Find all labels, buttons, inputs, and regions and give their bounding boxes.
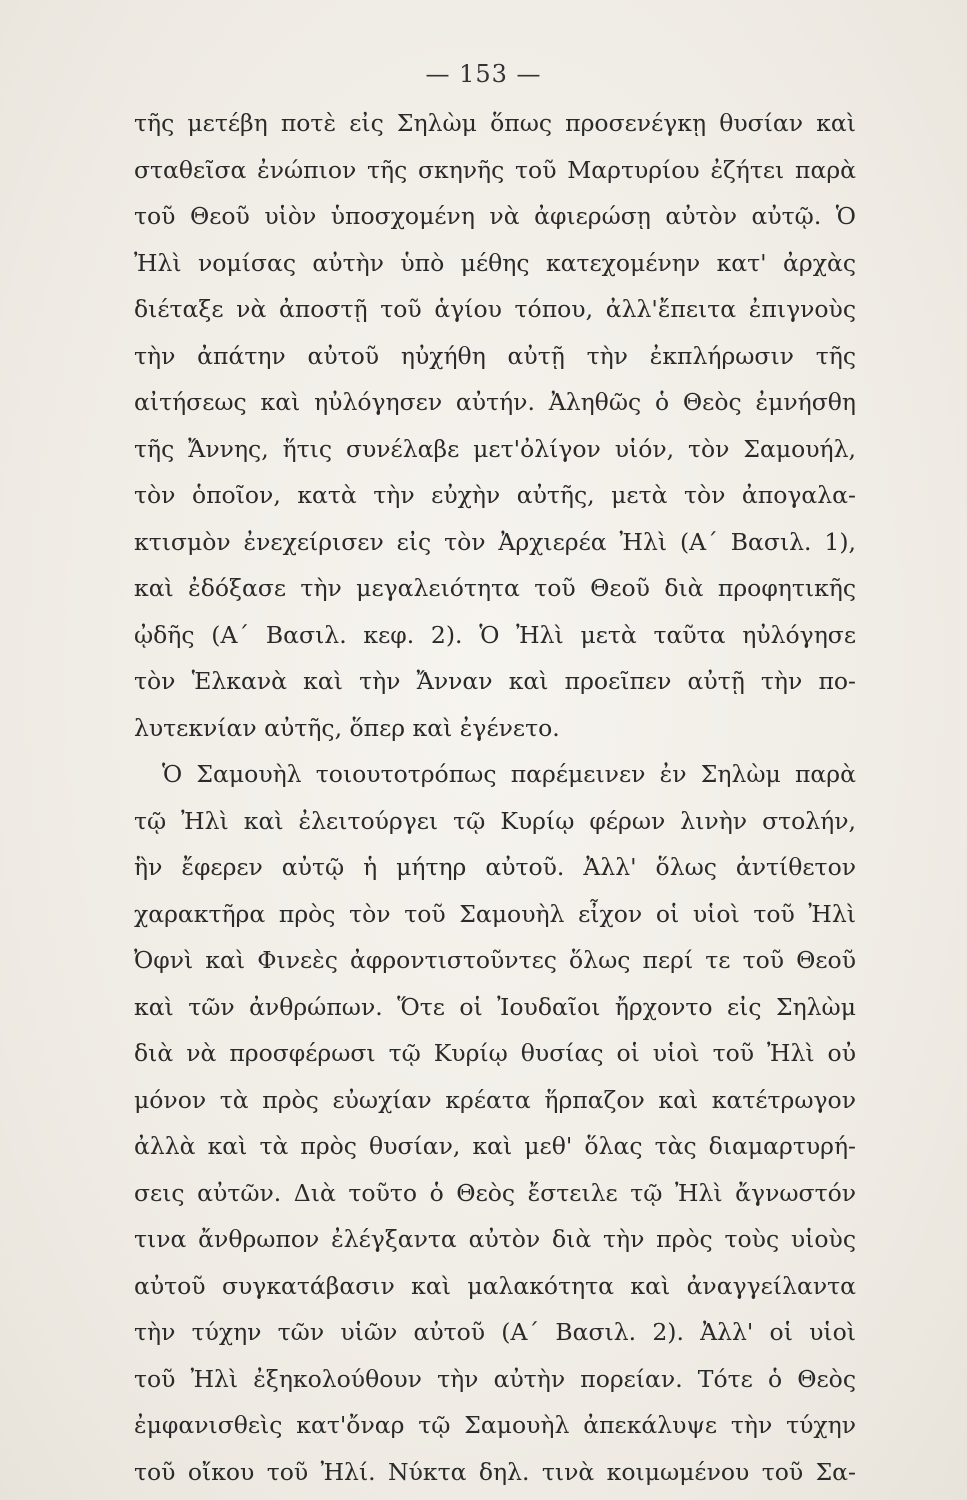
text-line: λυτεκνίαν αὐτῆς, ὅπερ καὶ ἐγένετο. (134, 713, 560, 742)
text-line: τὴν ἀπάτην αὐτοῦ ηὐχήθη αὐτῇ τὴν ἐκπλήρωσιν τῆς (134, 341, 856, 370)
text-line: τὸν Ἑλκανὰ καὶ τὴν Ἄνναν καὶ προεῖπεν αὐτῇ τὴν πο- (134, 667, 856, 695)
text-line: διὰ νὰ προσφέρωσι τῷ Κυρίῳ θυσίας οἱ υἱοὶ τοῦ Ἠλὶ οὐ (134, 1039, 856, 1067)
text-line: κτισμὸν ἐνεχείρισεν εἰς τὸν Ἀρχιερέα Ἠλὶ (Α΄ Βασιλ. 1), (134, 527, 856, 556)
text-line: καὶ ἐδόξασε τὴν μεγαλειότητα τοῦ Θεοῦ διὰ προφητικῆς (134, 574, 856, 602)
text-line: μόνον τὰ πρὸς εὐωχίαν κρέατα ἥρπαζον καὶ κατέτρωγον (134, 1085, 856, 1114)
text-line: καὶ τῶν ἀνθρώπων. Ὅτε οἱ Ἰουδαῖοι ἤρχοντο εἰς Σηλὼμ (134, 992, 856, 1021)
text-line: Ὀφνὶ καὶ Φινεὲς ἀφροντιστοῦντες ὅλως περί τε τοῦ Θεοῦ (134, 946, 856, 974)
text-line: ἣν ἔφερεν αὐτῷ ἡ μήτηρ αὐτοῦ. Ἀλλ' ὅλως ἀντίθετον (134, 853, 856, 881)
text-line: τινα ἄνθρωπον ἐλέγξαντα αὐτὸν διὰ τὴν πρὸς τοὺς υἱοὺς (134, 1225, 856, 1253)
text-line: αὐτοῦ συγκατάβασιν καὶ μαλακότητα καὶ ἀναγγείλαντα (134, 1271, 856, 1300)
text-line: διέταξε νὰ ἀποστῇ τοῦ ἁγίου τόπου, ἀλλ'ἔπειτα ἐπιγνοὺς (134, 295, 856, 323)
text-line: τῆς Ἄννης, ἥτις συνέλαβε μετ'ὀλίγον υἱόν, τὸν Σαμουήλ, (134, 434, 856, 463)
paragraph-start-line: Ὁ Σαμουὴλ τοιουτοτρόπως παρέμεινεν ἐν Σηλὼμ παρὰ (162, 760, 856, 788)
text-line: τοῦ Θεοῦ υἱὸν ὑποσχομένη νὰ ἀφιερώσῃ αὐτὸν αὐτῷ. Ὁ (134, 202, 856, 230)
text-line: ᾠδῆς (Α΄ Βασιλ. κεφ. 2). Ὁ Ἠλὶ μετὰ ταῦτα ηὐλόγησε (134, 620, 856, 649)
page-number: — 153 — (425, 60, 542, 88)
text-line: Ἠλὶ νομίσας αὐτὴν ὑπὸ μέθης κατεχομένην κατ' ἀρχὰς (134, 248, 856, 277)
text-line: σταθεῖσα ἐνώπιον τῆς σκηνῆς τοῦ Μαρτυρίου ἐζήτει παρὰ (134, 155, 856, 184)
text-line: χαρακτῆρα πρὸς τὸν τοῦ Σαμουὴλ εἶχον οἱ υἱοὶ τοῦ Ἠλὶ (134, 899, 856, 928)
text-line: τὴν τύχην τῶν υἱῶν αὐτοῦ (Α΄ Βασιλ. 2). Ἀλλ' οἱ υἱοὶ (134, 1318, 856, 1346)
text-line: αἰτήσεως καὶ ηὐλόγησεν αὐτήν. Ἀληθῶς ὁ Θεὸς ἐμνήσθη (134, 388, 856, 416)
text-line: σεις αὐτῶν. Διὰ τοῦτο ὁ Θεὸς ἔστειλε τῷ Ἠλὶ ἄγνωστόν (134, 1178, 856, 1207)
body-text (134, 100, 856, 1495)
text-line: ἐμφανισθεὶς κατ'ὄναρ τῷ Σαμουὴλ ἀπεκάλυψε τὴν τύχην (134, 1411, 856, 1439)
text-line: τὸν ὁποῖον, κατὰ τὴν εὐχὴν αὐτῆς, μετὰ τὸν ἀπογαλα- (134, 481, 856, 509)
text-line: τῷ Ἠλὶ καὶ ἐλειτούργει τῷ Κυρίῳ φέρων λινὴν στολήν, (134, 806, 856, 835)
text-line: τοῦ Ἠλὶ ἐξηκολούθουν τὴν αὐτὴν πορείαν. Τότε ὁ Θεὸς (134, 1364, 856, 1393)
text-line: ἀλλὰ καὶ τὰ πρὸς θυσίαν, καὶ μεθ' ὅλας τὰς διαμαρτυρή- (134, 1132, 856, 1160)
text-line: τῆς μετέβη ποτὲ εἰς Σηλὼμ ὅπως προσενέγκῃ θυσίαν καὶ (134, 109, 856, 137)
text-line: τοῦ οἴκου τοῦ Ἠλί. Νύκτα δηλ. τινὰ κοιμωμένου τοῦ Σα- (134, 1457, 856, 1486)
